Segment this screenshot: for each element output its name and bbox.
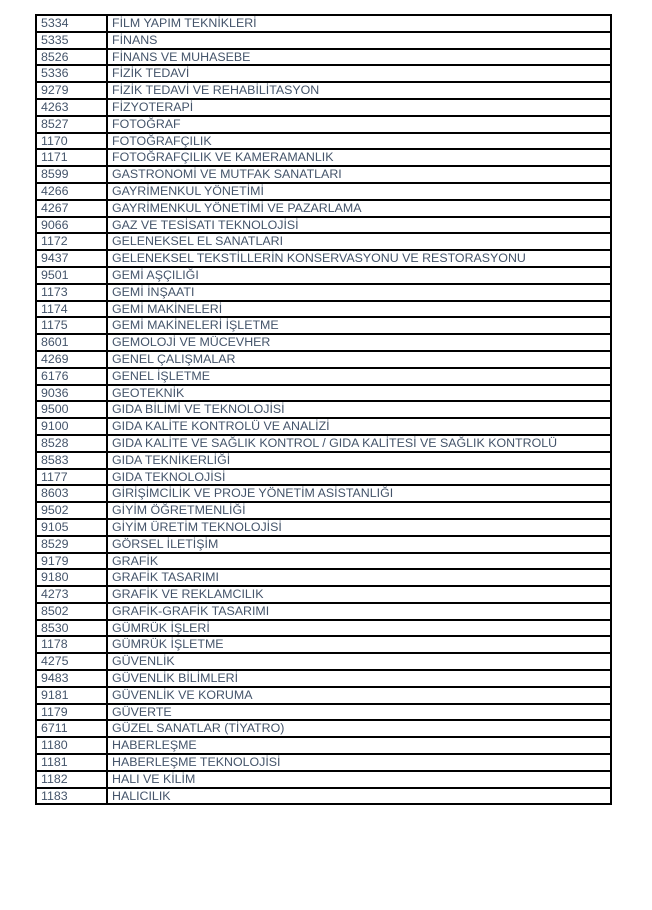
program-name-cell: GIDA TEKNİKERLİĞİ bbox=[107, 452, 611, 469]
table-row bbox=[36, 267, 611, 284]
table-row bbox=[36, 586, 611, 603]
table-row bbox=[36, 133, 611, 150]
table-row bbox=[36, 469, 611, 486]
table-row bbox=[36, 788, 611, 805]
program-code-cell: 9437 bbox=[36, 250, 107, 267]
program-name-cell: GEMOLOJİ VE MÜCEVHER bbox=[107, 334, 611, 351]
program-name-cell: GİRİŞİMCİLİK VE PROJE YÖNETİM ASİSTANLIĞI bbox=[107, 485, 611, 502]
program-name-cell: GRAFİK VE REKLAMCILIK bbox=[107, 586, 611, 603]
table-row bbox=[36, 603, 611, 620]
program-name-cell: HALI VE KİLİM bbox=[107, 771, 611, 788]
program-code-cell: 5335 bbox=[36, 32, 107, 49]
program-name-cell: FİNANS VE MUHASEBE bbox=[107, 49, 611, 66]
program-code-cell: 1172 bbox=[36, 233, 107, 250]
program-name-cell: HABERLEŞME TEKNOLOJİSİ bbox=[107, 754, 611, 771]
table-row bbox=[36, 32, 611, 49]
program-code-cell: 9105 bbox=[36, 519, 107, 536]
table-row bbox=[36, 200, 611, 217]
table-row bbox=[36, 301, 611, 318]
program-name-cell: GEOTEKNİK bbox=[107, 385, 611, 402]
table-row bbox=[36, 149, 611, 166]
program-name-cell: GRAFİK bbox=[107, 553, 611, 570]
program-name-cell: GIDA KALİTE VE SAĞLIK KONTROL / GIDA KALİTESİ VE SAĞLIK KONTROLÜ bbox=[107, 435, 611, 452]
program-name-cell: GRAFİK TASARIMI bbox=[107, 569, 611, 586]
program-code-cell: 4275 bbox=[36, 653, 107, 670]
table-row bbox=[36, 653, 611, 670]
table-row bbox=[36, 250, 611, 267]
program-code-cell: 9066 bbox=[36, 217, 107, 234]
table-row bbox=[36, 401, 611, 418]
table-row bbox=[36, 519, 611, 536]
program-name-cell: GIDA TEKNOLOJİSİ bbox=[107, 469, 611, 486]
program-name-cell: GEMİ MAKİNELERİ bbox=[107, 301, 611, 318]
table-row bbox=[36, 15, 611, 32]
program-code-cell: 1173 bbox=[36, 284, 107, 301]
program-name-cell: GRAFİK-GRAFİK TASARIMI bbox=[107, 603, 611, 620]
program-code-cell: 8528 bbox=[36, 435, 107, 452]
program-name-cell: GİYİM ÜRETİM TEKNOLOJİSİ bbox=[107, 519, 611, 536]
program-code-cell: 1170 bbox=[36, 133, 107, 150]
program-code-cell: 6176 bbox=[36, 368, 107, 385]
program-code-cell: 9181 bbox=[36, 687, 107, 704]
program-name-cell: FİZİK TEDAVİ VE REHABİLİTASYON bbox=[107, 82, 611, 99]
table-row bbox=[36, 284, 611, 301]
table-row bbox=[36, 166, 611, 183]
program-name-cell: FOTOĞRAF bbox=[107, 116, 611, 133]
program-code-cell: 9500 bbox=[36, 401, 107, 418]
table-row bbox=[36, 99, 611, 116]
program-table-container bbox=[35, 14, 612, 805]
table-row bbox=[36, 116, 611, 133]
program-name-cell: FİLM YAPIM TEKNİKLERİ bbox=[107, 15, 611, 32]
table-row bbox=[36, 65, 611, 82]
program-name-cell: GIDA KALİTE KONTROLÜ VE ANALİZİ bbox=[107, 418, 611, 435]
program-code-cell: 9483 bbox=[36, 670, 107, 687]
table-row bbox=[36, 452, 611, 469]
program-code-cell: 6711 bbox=[36, 720, 107, 737]
program-name-cell: GIDA BİLİMİ VE TEKNOLOJİSİ bbox=[107, 401, 611, 418]
program-code-cell: 1175 bbox=[36, 317, 107, 334]
table-row bbox=[36, 82, 611, 99]
program-code-cell: 8529 bbox=[36, 536, 107, 553]
program-name-cell: HALICILIK bbox=[107, 788, 611, 805]
table-row bbox=[36, 737, 611, 754]
table-row bbox=[36, 670, 611, 687]
table-row bbox=[36, 418, 611, 435]
table-row bbox=[36, 435, 611, 452]
program-code-cell: 9502 bbox=[36, 502, 107, 519]
program-code-cell: 9036 bbox=[36, 385, 107, 402]
program-code-cell: 1180 bbox=[36, 737, 107, 754]
program-name-cell: GAZ VE TESİSATI TEKNOLOJİSİ bbox=[107, 217, 611, 234]
program-name-cell: GELENEKSEL EL SANATLARI bbox=[107, 233, 611, 250]
program-name-cell: GÜMRÜK İŞLETME bbox=[107, 636, 611, 653]
table-row bbox=[36, 351, 611, 368]
table-row bbox=[36, 502, 611, 519]
program-name-cell: GÜVENLİK bbox=[107, 653, 611, 670]
program-name-cell: GASTRONOMİ VE MUTFAK SANATLARI bbox=[107, 166, 611, 183]
table-row bbox=[36, 704, 611, 721]
table-row bbox=[36, 233, 611, 250]
table-row bbox=[36, 754, 611, 771]
program-name-cell: FOTOĞRAFÇILIK bbox=[107, 133, 611, 150]
program-code-cell: 8603 bbox=[36, 485, 107, 502]
program-name-cell: FİZİK TEDAVİ bbox=[107, 65, 611, 82]
program-code-cell: 1178 bbox=[36, 636, 107, 653]
program-code-cell: 5334 bbox=[36, 15, 107, 32]
table-row bbox=[36, 636, 611, 653]
table-row bbox=[36, 385, 611, 402]
program-name-cell: GİYİM ÖĞRETMENLİĞİ bbox=[107, 502, 611, 519]
program-name-cell: GENEL İŞLETME bbox=[107, 368, 611, 385]
program-code-cell: 8583 bbox=[36, 452, 107, 469]
table-row bbox=[36, 485, 611, 502]
table-body bbox=[36, 15, 611, 804]
program-code-cell: 8530 bbox=[36, 620, 107, 637]
program-name-cell: FOTOĞRAFÇILIK VE KAMERAMANLIK bbox=[107, 149, 611, 166]
table-row bbox=[36, 183, 611, 200]
program-code-cell: 1179 bbox=[36, 704, 107, 721]
program-name-cell: GÜZEL SANATLAR (TİYATRO) bbox=[107, 720, 611, 737]
program-name-cell: HABERLEŞME bbox=[107, 737, 611, 754]
program-code-cell: 1181 bbox=[36, 754, 107, 771]
program-code-table bbox=[35, 14, 612, 805]
program-code-cell: 4266 bbox=[36, 183, 107, 200]
table-row bbox=[36, 553, 611, 570]
program-name-cell: GELENEKSEL TEKSTİLLERİN KONSERVASYONU VE RESTORASYONU bbox=[107, 250, 611, 267]
program-code-cell: 1174 bbox=[36, 301, 107, 318]
program-code-cell: 4263 bbox=[36, 99, 107, 116]
program-name-cell: FİNANS bbox=[107, 32, 611, 49]
program-name-cell: FİZYOTERAPİ bbox=[107, 99, 611, 116]
program-code-cell: 4267 bbox=[36, 200, 107, 217]
program-code-cell: 4273 bbox=[36, 586, 107, 603]
program-code-cell: 9501 bbox=[36, 267, 107, 284]
table-row bbox=[36, 720, 611, 737]
program-name-cell: GAYRİMENKUL YÖNETİMİ VE PAZARLAMA bbox=[107, 200, 611, 217]
program-code-cell: 9180 bbox=[36, 569, 107, 586]
table-row bbox=[36, 217, 611, 234]
program-code-cell: 8601 bbox=[36, 334, 107, 351]
program-name-cell: GÖRSEL İLETİŞİM bbox=[107, 536, 611, 553]
program-name-cell: GEMİ İNŞAATI bbox=[107, 284, 611, 301]
program-code-cell: 1171 bbox=[36, 149, 107, 166]
table-row bbox=[36, 771, 611, 788]
program-name-cell: GÜVENLİK BİLİMLERİ bbox=[107, 670, 611, 687]
program-code-cell: 8599 bbox=[36, 166, 107, 183]
program-name-cell: GÜVENLİK VE KORUMA bbox=[107, 687, 611, 704]
table-row bbox=[36, 368, 611, 385]
program-code-cell: 9179 bbox=[36, 553, 107, 570]
program-code-cell: 1177 bbox=[36, 469, 107, 486]
table-row bbox=[36, 334, 611, 351]
program-code-cell: 4269 bbox=[36, 351, 107, 368]
program-code-cell: 9279 bbox=[36, 82, 107, 99]
program-code-cell: 8527 bbox=[36, 116, 107, 133]
program-name-cell: GÜMRÜK İŞLERİ bbox=[107, 620, 611, 637]
program-code-cell: 9100 bbox=[36, 418, 107, 435]
program-name-cell: GEMİ MAKİNELERİ İŞLETME bbox=[107, 317, 611, 334]
program-code-cell: 5336 bbox=[36, 65, 107, 82]
program-name-cell: GAYRİMENKUL YÖNETİMİ bbox=[107, 183, 611, 200]
program-name-cell: GÜVERTE bbox=[107, 704, 611, 721]
table-row bbox=[36, 620, 611, 637]
program-name-cell: GENEL ÇALIŞMALAR bbox=[107, 351, 611, 368]
program-code-cell: 8502 bbox=[36, 603, 107, 620]
program-code-cell: 1182 bbox=[36, 771, 107, 788]
program-code-cell: 1183 bbox=[36, 788, 107, 805]
table-row bbox=[36, 569, 611, 586]
table-row bbox=[36, 317, 611, 334]
program-name-cell: GEMİ AŞÇILIĞI bbox=[107, 267, 611, 284]
table-row bbox=[36, 536, 611, 553]
program-code-cell: 8526 bbox=[36, 49, 107, 66]
table-row bbox=[36, 687, 611, 704]
table-row bbox=[36, 49, 611, 66]
